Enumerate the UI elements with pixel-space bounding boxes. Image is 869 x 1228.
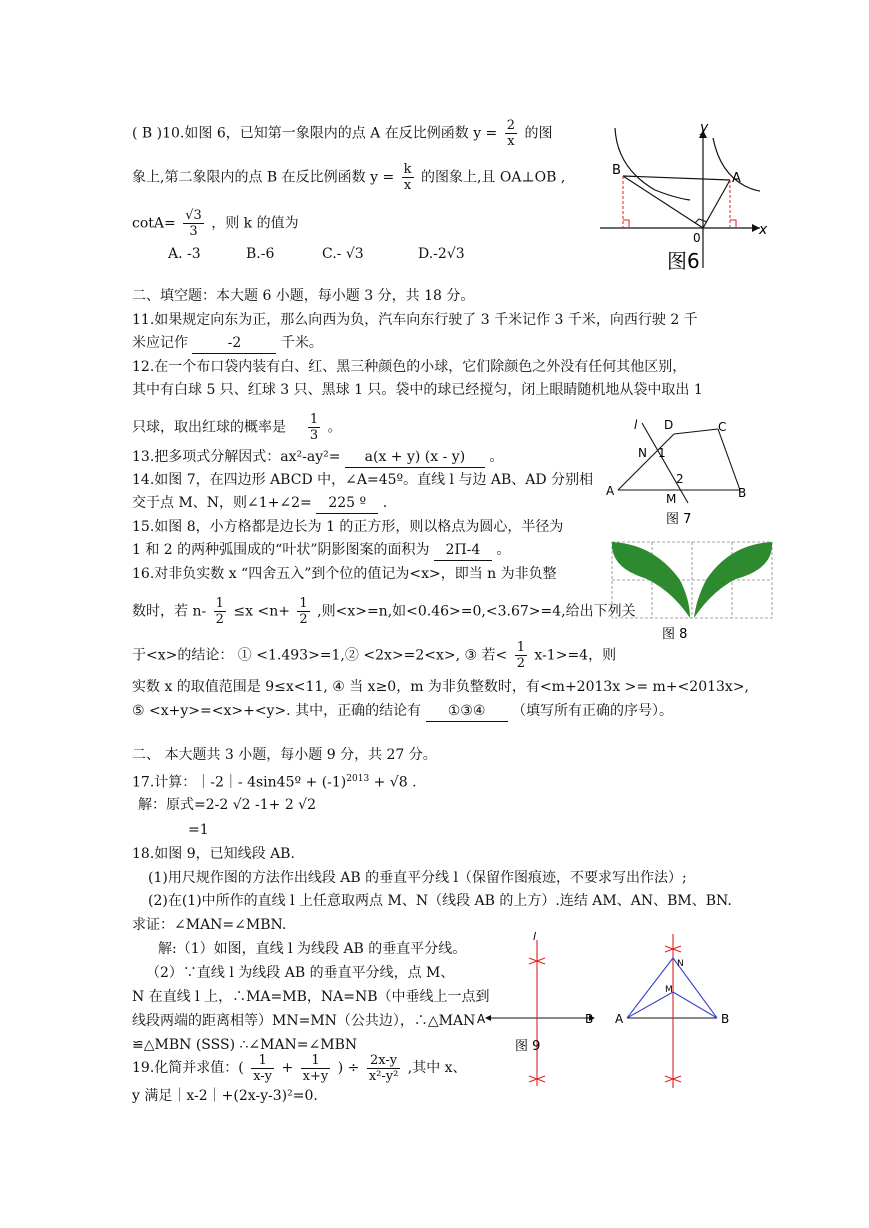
q12-answer-fraction: $\frac{1}{3}$	[309, 412, 319, 443]
q19-fraction-1: $\frac{1}{x-y}$	[253, 1052, 273, 1084]
q13-line: 13.把多项式分解因式：ax²-ay²= a(x + y) (x - y) 。	[132, 447, 503, 468]
q17-line1: 17.计算：｜-2｜- 4sin45º + $(-1)^{2013} + √8$ .	[132, 774, 417, 791]
q18-solution-4: 线段两端的距离相等）MN=MN（公共边），∴△MAN	[132, 1013, 476, 1029]
q13-answer: a(x + y) (x - y)	[345, 447, 485, 468]
figure-8	[610, 540, 775, 645]
q18-line1: 18.如图 9，已知线段 AB.	[132, 846, 295, 862]
fig7-point-b: B	[738, 486, 747, 500]
q10-option-a: A. -3	[168, 246, 201, 262]
fig7-point-a: A	[606, 484, 615, 498]
q12-line2: 其中有白球 5 只、红球 3 只、黑球 1 只。袋中的球已经搅匀，闭上眼睛随机地从袋中取出 1	[132, 382, 703, 398]
q18-line3: (2)在(1)中所作的直线 l 上任意取两点 M、N（线段 AB 的上方）.连结 AM、AN、BM、BN.	[148, 893, 732, 909]
q14-answer: 225 º	[316, 493, 378, 514]
fig7-angle-2: 2	[676, 472, 684, 486]
fig9-caption: 图 9	[515, 1039, 541, 1054]
q12-line3: 只球，取出红球的概率是 $\frac{1}{3}$ 。	[132, 412, 342, 443]
fig6-y-label: y	[700, 120, 709, 136]
q10-option-b: B.-6	[246, 246, 275, 262]
q15-line1: 15.如图 8，小方格都是边长为 1 的正方形，则以格点为圆心，半径为	[132, 519, 564, 535]
q16-answer: ①③④	[426, 701, 508, 722]
fraction-root3-over-3: $\frac{√3}{3}$	[185, 208, 202, 239]
fig7-angle-1: 1	[658, 446, 666, 460]
fig6-x-label: x	[759, 222, 768, 238]
fig9-point-b: B	[585, 1012, 594, 1026]
q16-line3: 于<x>的结论： ① <1.493>=1,② <2x>=2<x>, ③ 若< $\frac{1}{2}$ x-1>=4，则	[132, 640, 617, 671]
fig9-point-n: N	[677, 959, 684, 969]
fig7-point-m: M	[666, 492, 677, 506]
q18-solution-2: （2）∵直线 l 为线段 AB 的垂直平分线，点 M、	[146, 965, 455, 981]
fig9-point-a: A	[477, 1012, 486, 1026]
figure-6	[595, 118, 775, 278]
fig9-line-l: l	[533, 930, 537, 943]
fig9-point-m: M	[665, 985, 673, 995]
q18-solution-1: 解:（1）如图，直线 l 为线段 AB 的垂直平分线。	[158, 941, 467, 957]
q10-line2: 象上,第二象限内的点 B 在反比例函数 y = $\frac{k}{x}$ 的图象上,且 OA⊥OB ,	[132, 162, 566, 193]
q19-line1: 19.化简并求值：( $\frac{1}{x-y}$ + $\frac{1}{x+y}$ ) ÷ $\frac{2x-y}{\text{x²-y²}}$ ,其中 x、	[132, 1052, 467, 1084]
fig9-point-b2: B	[721, 1012, 730, 1026]
figure-7	[600, 415, 760, 530]
fig8-caption: 图 8	[662, 627, 688, 642]
fig6-origin: 0	[693, 231, 701, 245]
q11-line1: 11.如果规定向东为正，那么向西为负，汽车向东行驶了 3 千米记作 3 千米，向西行驶 2 千	[132, 312, 698, 328]
q19-fraction-3: $\frac{2x-y}{\text{x²-y²}}$	[368, 1052, 399, 1084]
fig7-point-n: N	[638, 446, 647, 460]
q16-half-fraction-2: $\frac{1}{2}$	[299, 596, 308, 627]
section-2-heading: 二、填空题：本大题 6 小题，每小题 3 分，共 18 分。	[132, 288, 475, 304]
q14-line1: 14.如图 7，在四边形 ABCD 中，∠A=45º。直线 l 与边 AB、AD 分别相	[132, 472, 594, 488]
q17-solution-2: =1	[188, 822, 209, 838]
fraction-2-over-x: $\frac{2}{x}$	[506, 118, 516, 149]
q18-solution-5: ≌△MBN (SSS) ∴∠MAN=∠MBN	[132, 1037, 358, 1053]
section-3-heading: 二、 本大题共 3 小题，每小题 9 分，共 27 分。	[132, 747, 437, 763]
q16-line2: 数时，若 n- $\frac{1}{2}$ ≤x <n+ $\frac{1}{2}$ ,则<x>=n,如<0.46>=0,<3.67>=4,给出下列关	[132, 596, 636, 627]
fig7-caption: 图 7	[666, 512, 692, 527]
q16-half-fraction-3: $\frac{1}{2}$	[516, 640, 525, 671]
figure-9	[475, 928, 745, 1093]
q16-half-fraction-1: $\frac{1}{2}$	[215, 596, 224, 627]
q18-line4: 求证：∠MAN=∠MBN.	[132, 917, 287, 933]
q16-line5: ⑤ <x+y>=<x>+<y>. 其中，正确的结论有 ①③④ （填写所有正确的序号）。	[132, 701, 673, 722]
q10-option-d: D.-2√3	[418, 246, 465, 262]
fig7-point-c: C	[718, 420, 727, 434]
q10-line1: ( B )10.如图 6，已知第一象限内的点 A 在反比例函数 y = $\frac{2}{x}$ 的图	[132, 118, 553, 149]
q10-line3: cotA= $\frac{√3}{3}$ ，则 k 的值为	[132, 208, 299, 239]
fraction-k-over-x: $\frac{k}{x}$	[403, 162, 412, 193]
q10-option-c: C.- √3	[322, 246, 364, 262]
fig6-point-b: B	[612, 163, 621, 178]
q19-line2: y 满足｜x-2｜+(2x-y-3)²=0.	[132, 1088, 318, 1104]
q16-line1: 16.对非负实数 x “四舍五入”到个位的值记为<x>，即当 n 为非负整	[132, 566, 557, 582]
fig6-point-a: A	[732, 171, 741, 186]
q18-line2: (1)用尺规作图的方法作出线段 AB 的垂直平分线 l（保留作图痕迹，不要求写出作法）;	[148, 870, 687, 886]
fig6-caption: 图6	[667, 249, 700, 273]
q18-solution-3: N 在直线 l 上，∴MA=MB，NA=NB（中垂线上一点到	[132, 989, 490, 1005]
q14-line2: 交于点 M、N，则∠1+∠2= 225 º .	[132, 493, 387, 514]
q11-answer: -2	[192, 333, 276, 354]
q15-answer: 2Π-4	[434, 540, 492, 561]
q16-line4: 实数 x 的取值范围是 9≤x<11, ④ 当 x≥0，m 为非负整数时，有<m+2013x >= m+<2013x>,	[132, 679, 749, 695]
fig7-point-d: D	[664, 418, 674, 432]
q11-line2: 米应记作 -2 千米。	[132, 333, 323, 354]
fig9-point-a2: A	[615, 1012, 624, 1026]
q15-line2: 1 和 2 的两种弧围成的“叶状”阴影图案的面积为 2Π-4 。	[132, 540, 510, 561]
fig7-line-l: l	[634, 418, 638, 432]
q17-solution-1: 解：原式=2-2 √2 -1+ 2 √2	[138, 797, 317, 813]
q12-line1: 12.在一个布口袋内装有白、红、黑三种颜色的小球，它们除颜色之外没有任何其他区别，	[132, 359, 687, 375]
q19-fraction-2: $\frac{1}{x+y}$	[302, 1052, 329, 1084]
